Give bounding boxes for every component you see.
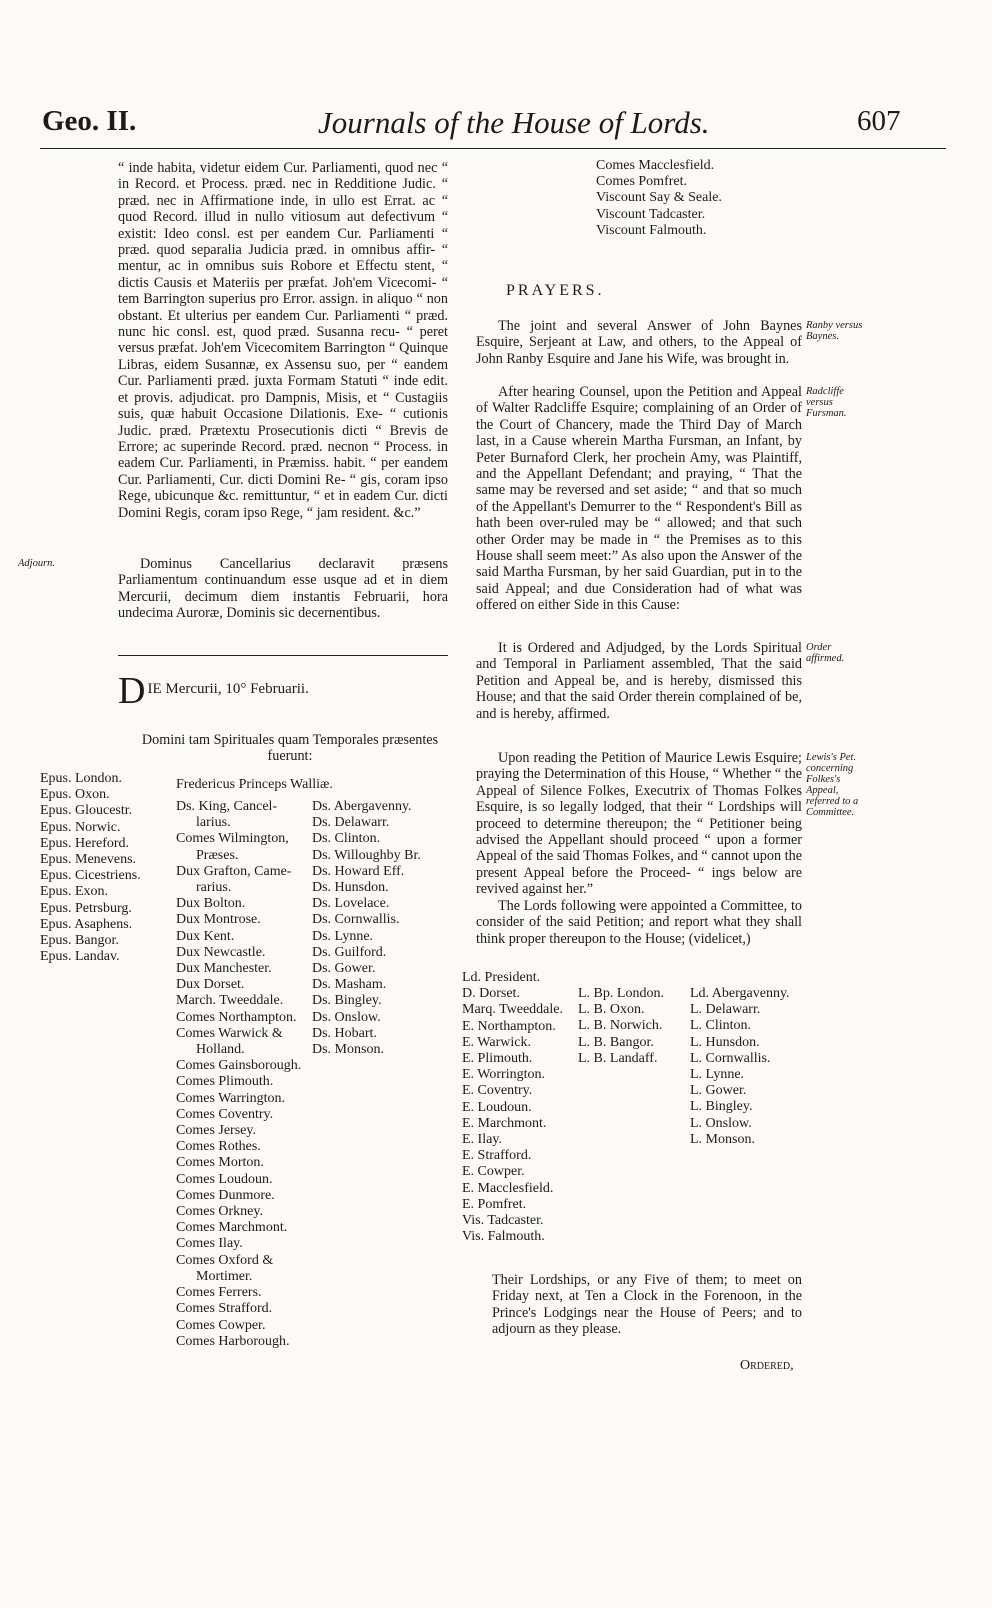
list-item: Ds. Gower. (312, 961, 376, 977)
list-item: Ld. President. (462, 970, 541, 985)
list-item: Holland. (196, 1042, 245, 1058)
list-item: L. Delawarr. (690, 1002, 761, 1018)
list-item: E. Warwick. (462, 1034, 531, 1050)
list-item: Viscount Say & Seale. (596, 190, 722, 206)
prince-line: Fredericus Princeps Walliæ. (176, 777, 333, 792)
list-item: Epus. Cicestriens. (40, 868, 141, 884)
adjourn-margin-note: Adjourn. (18, 558, 56, 569)
list-item: Ds. Hobart. (312, 1025, 377, 1041)
catchword: Ordered, (740, 1358, 794, 1373)
page-number: 607 (857, 105, 901, 137)
list-item: Comes Oxford & (176, 1252, 274, 1268)
list-item: Ds. Howard Eff. (312, 863, 405, 879)
list-item: L. Gower. (690, 1083, 747, 1099)
list-item: E. Pomfret. (462, 1196, 527, 1212)
list-item: Epus. Landav. (40, 949, 120, 965)
list-item: Dux Montrose. (176, 912, 261, 928)
paragraph-radcliffe: After hearing Counsel, upon the Petition and Appeal of Walter Radcliffe Esquire; complaining of an Order of the Court of Chancery, made the Third Day of March last, in a Cause wherein Martha Fursman, an Infant, by Peter Burnaford Clerk, her prochein Amy, was Plaintiff, and the Appellant Defendant; and praying, “ That the same may be reversed and set aside; “ and that so much of the Appellant's Demurrer to the “ Respondent's Bill as hath been over-ruled may be “ allowed; and that such other Order may be made in “ the Premises as to this House shall seem meet:” As also upon the Answer of the said Martha Fursman, by her said Guardian, put in to the said Appeal; and due Consideration had of what was offered on either Side in this Cause: (476, 384, 802, 614)
list-item: L. B. Bangor. (578, 1034, 654, 1050)
list-item: Epus. Bangor. (40, 933, 119, 949)
header-rule (40, 148, 946, 149)
list-item: Comes Harborough. (176, 1333, 290, 1349)
list-item: Ds. Delawarr. (312, 815, 390, 831)
list-item: Ds. Hunsdon. (312, 880, 389, 896)
list-item: E. Coventry. (462, 1083, 533, 1099)
bishops-list (40, 771, 175, 965)
list-item: L. Onslow. (690, 1115, 752, 1131)
committee-list-2 (578, 986, 688, 1067)
list-item: larius. (196, 815, 231, 831)
list-item: Comes Gainsborough. (176, 1058, 302, 1074)
list-item: Comes Wilmington, (176, 831, 289, 847)
list-item: E. Northampton. (462, 1018, 556, 1034)
list-item: E. Marchmont. (462, 1115, 547, 1131)
list-item: Comes Macclesfield. (596, 158, 715, 173)
latin-continuation: “ inde habita, videtur eidem Cur. Parliamenti, quod nec “ in Record. et Process. præd. nec in Redditione Judic. “ præd. nec in Affirmatione inde, in ullo est Errat. ac “ quod Record. illud in nullo vitiosum aut defectivum “ existit: Ideo consl. est per eandem Cur. Parliamenti “ præd. quod separalia Judicia præd. in omnibus affir- “ mentur, ac in omnibus suis Robore et Effectu stent, “ dictis Causis et Materiis per præfat. Joh'em Vicecomi- “ tem Barrington superius pro Error. assign. in aliquo “ non obstant. Et ulterius per eandem Cur. Parliamenti “ præd. nunc hic consl. est, quod præd. Susanna recu- “ peret versus præfat. Joh'em Vicecomitem Barrington “ Quinque Libras, eidem Susannæ, ex Assensu suo, per “ eandem Cur. Parliamenti præd. juxta Formam Statuti “ inde edit. et provis. adjudicat. pro Dampnis, Misis, et “ Custagiis suis, quæ habuit Occasione Dilationis. Exe- “ cutionis Judic. præd. Prætextu Prosecutionis dicti “ Brevis de Errore; ac superinde Record. præd. necnon “ Process. in eadem Cur. Parliamenti, in Præmiss. habit. “ per eandem Cur. Parliamenti, Cur. dicti Domini Re- “ gis, coram ipso Rege, ubicunque &c. remittuntur, “ et in eadem Cur. dicti Domini Regis, coram ipso Rege, “ jam resident. &c.” (118, 160, 448, 521)
list-item: Comes Marchmont. (176, 1220, 288, 1236)
list-item: Epus. Asaphens. (40, 916, 133, 932)
list-item: Ds. Masham. (312, 977, 387, 993)
list-item: Dux Manchester. (176, 961, 272, 977)
list-item: Dux Newcastle. (176, 944, 266, 960)
margin-note-order: Order affirmed. (806, 642, 845, 664)
list-item: Ds. Lovelace. (312, 896, 390, 912)
list-item: L. Hunsdon. (690, 1034, 760, 1050)
list-item: Ds. King, Cancel- (176, 799, 278, 814)
list-item: Ld. Abergavenny. (690, 986, 790, 1001)
list-item: L. Lynne. (690, 1067, 745, 1083)
list-item: Comes Cowper. (176, 1317, 266, 1333)
list-item: Comes Loudoun. (176, 1171, 273, 1187)
barons-list (312, 799, 452, 1058)
list-item: Ds. Guilford. (312, 944, 387, 960)
list-item: Comes Jersey. (176, 1123, 256, 1139)
list-item: L. B. Landaff. (578, 1050, 658, 1066)
list-item: Dux Dorset. (176, 977, 245, 993)
paragraph-order: It is Ordered and Adjudged, by the Lords Spiritual and Temporal in Parliament assembled, That the said Petition and Appeal be, and is hereby, dismissed this House; and that the said Order therein complained of be, and is hereby, affirmed. (476, 640, 802, 722)
present-heading: Domini tam Spirituales quam Temporales præsentes fuerunt: (141, 732, 439, 765)
list-item: D. Dorset. (462, 986, 520, 1002)
list-item: rarius. (196, 880, 232, 896)
list-item: Vis. Falmouth. (462, 1229, 545, 1245)
margin-note-lewis: Lewis's Pet. concerning Folkes's Appeal, referred to a Committee. (806, 752, 859, 818)
list-item: E. Macclesfield. (462, 1180, 554, 1196)
list-item: L. Monson. (690, 1131, 755, 1147)
paragraph-committee: The Lords following were appointed a Committee, to consider of the said Petition; and report what they shall think proper thereupon to the House; (videlicet,) (476, 898, 802, 947)
list-item: Marq. Tweeddale. (462, 1002, 564, 1018)
list-item: L. Bingley. (690, 1099, 753, 1115)
dateline-text: IE Mercurii, 10° Februarii. (147, 681, 309, 697)
list-item: Epus. Norwic. (40, 819, 121, 835)
adjourn-text: Dominus Cancellarius declaravit præsens Parliamentum continuandum esse usque ad et in diem Mercurii, decimum diem instantis Februarii, hora undecima Auroræ, Dominis sic decernentibus. (118, 556, 448, 622)
list-item: E. Cowper. (462, 1164, 525, 1180)
list-item: Ds. Clinton. (312, 831, 381, 847)
list-item: Comes Ilay. (176, 1236, 243, 1252)
list-item: Vis. Tadcaster. (462, 1213, 544, 1229)
paragraph-lewis: Upon reading the Petition of Maurice Lewis Esquire; praying the Determination of this House, “ Whether “ the Appeal of Silence Folkes, Executrix of Thomas Folkes Esquire, is so legally lodged, that their “ Lordships will proceed to determine thereupon; the “ Petitioner being advised the Appellant should proceed “ upon a former Appeal of the said Thomas Folkes, and “ cannot upon the present Appeal before the Proceed- “ ings below are revived against her.” (476, 750, 802, 898)
list-item: March. Tweeddale. (176, 993, 284, 1009)
list-item: Comes Plimouth. (176, 1074, 274, 1090)
drop-cap: D (118, 670, 146, 712)
committee-list-3 (690, 986, 820, 1148)
list-item: Dux Bolton. (176, 896, 246, 912)
list-item: Ds. Lynne. (312, 928, 374, 944)
list-item: Præses. (196, 847, 239, 863)
list-item: Ds. Cornwallis. (312, 912, 400, 928)
list-item: Dux Kent. (176, 928, 235, 944)
list-item: Comes Pomfret. (596, 174, 687, 190)
list-item: Viscount Falmouth. (596, 222, 707, 238)
list-item: E. Loudoun. (462, 1099, 532, 1115)
prayers-heading: PRAYERS. (506, 282, 605, 299)
margin-note-radcliffe: Radcliffe versus Fursman. (806, 386, 847, 419)
list-item: Epus. Menevens. (40, 852, 137, 868)
committee-list-1 (462, 970, 582, 1245)
list-item: Ds. Bingley. (312, 993, 382, 1009)
list-item: Comes Northampton. (176, 1009, 297, 1025)
list-item: Viscount Tadcaster. (596, 206, 706, 222)
list-item: Epus. Exon. (40, 884, 109, 900)
list-item: L. Cornwallis. (690, 1050, 771, 1066)
list-item: Ds. Abergavenny. (312, 799, 412, 814)
list-item: Comes Dunmore. (176, 1187, 275, 1203)
running-head-left: Geo. II. (42, 105, 137, 137)
list-item: Epus. Hereford. (40, 835, 130, 851)
list-item: Comes Coventry. (176, 1106, 274, 1122)
paragraph-ranby: The joint and several Answer of John Baynes Esquire, Serjeant at Law, and others, to the Appeal of John Ranby Esquire and Jane his Wife, was brought in. (476, 318, 802, 367)
list-item: Epus. Petrsburg. (40, 900, 132, 916)
list-item: Mortimer. (196, 1268, 253, 1284)
section-rule (118, 655, 448, 656)
list-item: Epus. London. (40, 771, 123, 786)
list-item: Comes Rothes. (176, 1139, 261, 1155)
list-item: L. B. Norwich. (578, 1018, 663, 1034)
list-item: Dux Grafton, Came- (176, 863, 292, 879)
list-item: Comes Warwick & (176, 1025, 283, 1041)
list-item: Comes Warrington. (176, 1090, 286, 1106)
list-item: L. B. Oxon. (578, 1002, 645, 1018)
list-item: Comes Strafford. (176, 1301, 273, 1317)
paragraph-meeting: Their Lordships, or any Five of them; to meet on Friday next, at Ten a Clock in the Forenoon, in the Prince's Lodgings near the House of Peers; and to adjourn as they please. (492, 1272, 802, 1338)
list-item: Ds. Willoughby Br. (312, 847, 421, 863)
list-item: L. Bp. London. (578, 986, 664, 1001)
list-item: E. Worrington. (462, 1067, 545, 1083)
list-item: Epus. Gloucestr. (40, 803, 133, 819)
list-item: E. Ilay. (462, 1132, 502, 1148)
list-item: Epus. Oxon. (40, 787, 110, 803)
list-item: Comes Morton. (176, 1155, 264, 1171)
list-item: Ds. Monson. (312, 1042, 384, 1058)
list-item: Comes Ferrers. (176, 1285, 262, 1301)
list-item: Comes Orkney. (176, 1204, 263, 1220)
running-head-title: Journals of the House of Lords. (318, 105, 710, 140)
list-item: E. Plimouth. (462, 1051, 533, 1067)
peers-continued (596, 158, 796, 239)
list-item: L. Clinton. (690, 1018, 752, 1034)
list-item: E. Strafford. (462, 1148, 532, 1164)
dateline (118, 672, 448, 712)
list-item: Ds. Onslow. (312, 1009, 381, 1025)
margin-note-ranby: Ranby versus Baynes. (806, 320, 863, 342)
officers-list (176, 799, 311, 1350)
